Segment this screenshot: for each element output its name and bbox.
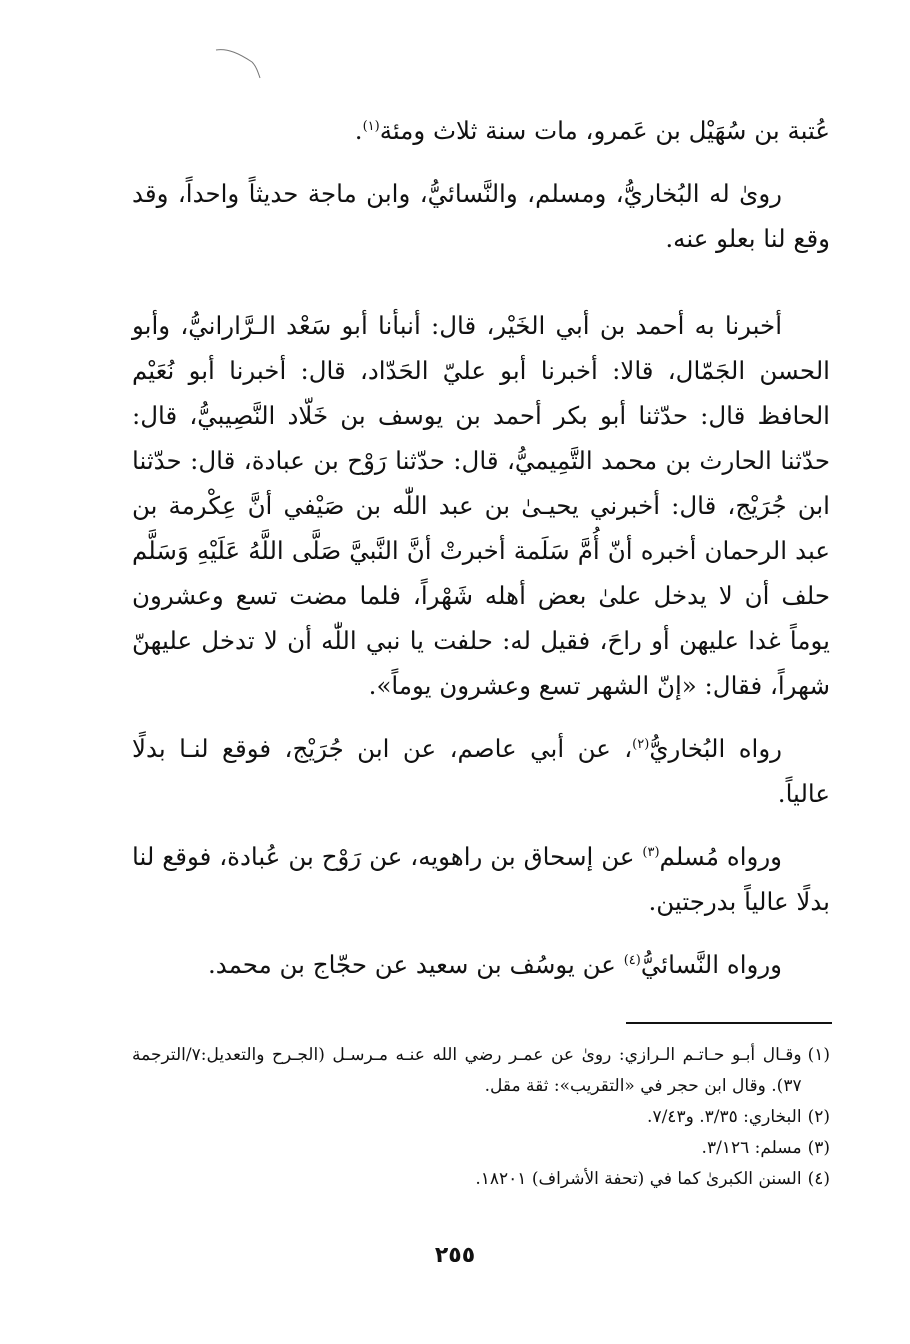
footnote-4 — [132, 1164, 830, 1195]
footnotes — [132, 1040, 830, 1195]
footnote-text: السنن الكبرىٰ كما في (تحفة الأشراف) ١٨٢٠١. — [475, 1169, 802, 1189]
main-text — [132, 108, 830, 1005]
paragraph-narration: رویٰ له البُخاريُّ، ومسلم، والنَّسائيُّ، وابن ماجة حديثاً واحداً، وقد وقع لنا بعلو عنه. — [132, 179, 830, 253]
page-number: ٢٥٥ — [434, 1243, 476, 1268]
paragraph-muslim: ورواه مُسلم$^{(٣)}$ عن إسحاق بن راهويه، عن رَوْح بن عُبادة، فوقع لنا بدلًا عالياً بدرجتين. — [132, 842, 830, 916]
footnote-text: مسلم: ٣/١٢٦. — [701, 1138, 802, 1158]
footnote-ref-3: (٣) — [642, 844, 660, 860]
scan-mark — [214, 44, 274, 84]
footnote-text: البخاري: ٣/٣٥. و٧/٤٣. — [647, 1107, 802, 1127]
footnote-ref-1: (١) — [362, 118, 380, 134]
footnote-number: (١) — [807, 1045, 830, 1065]
footnote-2 — [132, 1102, 830, 1133]
footnote-3 — [132, 1133, 830, 1164]
footnote-number: (٣) — [807, 1138, 830, 1158]
paragraph-nasai: ورواه النَّسائيُّ$^{(٤)}$ عن يوسُف بن سعيد عن حجّاج بن محمد. — [207, 950, 782, 979]
footnote-ref-4: (٤) — [623, 952, 641, 968]
paragraph-hadith: أخبرنا به أحمد بن أبي الخَيْر، قال: أنبأنا أبو سَعْد الـرَّارانيُّ، وأبو الحسن الجَمّال، قالا: أخبرنا أبو عليّ الحَدّاد، قال: أخبرنا أبو نُعَيْم الحافظ قال: حدّثنا أبو بكر أحمد بن يوسف بن خَلّاد النَّصِيبيُّ، قال: حدّثنا الحارث بن محمد التَّمِيميُّ، قال: حدّثنا رَوْح بن عبادة، قال: حدّثنا ابن جُرَيْج، قال: أخبرني يحيـىٰ بن عبد اللّٰه بن صَيْفي أنَّ عِكْرمة بن عبد الرحمان أخبره أنّ أُمَّ سَلَمة أخبرتْ أنَّ النَّبيَّ صَلَّى اللَّهُ عَلَيْهِ وَسَلَّم حلف أن لا يدخل علىٰ بعض أهله شَهْراً، فلما مضت تسع وعشرون يوماً غدا عليهن أو راحَ، فقيل له: حلفت يا نبي اللّٰه أن لا تدخل عليهنّ شهراً، فقال: «إنّ الشهر تسع وعشرون يوماً». — [132, 311, 830, 700]
paragraph-intro: عُتبة بن سُهَيْل بن عَمرو، مات سنة ثلاث ومئة$^{(١)}$. — [354, 116, 830, 145]
footnote-divider — [626, 1022, 832, 1024]
paragraph-bukhari: رواه البُخاريُّ$^{(٢)}$، عن أبي عاصم، عن ابن جُرَيْج، فوقع لنـا بدلًا عالياً. — [132, 734, 830, 808]
footnote-text: وقـال أبـو حـاتـم الـرازي: رویٰ عن عمـر رضي الله عنـه مـرسـل (الجـرح والتعديل:٧/الترجمة ٣٧). وقال ابن حجر في «التقريب»: ثقة مقل. — [132, 1045, 802, 1096]
footnote-1 — [132, 1040, 830, 1102]
footnote-ref-2: (٢) — [632, 736, 650, 752]
footnote-number: (٢) — [807, 1107, 830, 1127]
footnote-number: (٤) — [807, 1169, 830, 1189]
